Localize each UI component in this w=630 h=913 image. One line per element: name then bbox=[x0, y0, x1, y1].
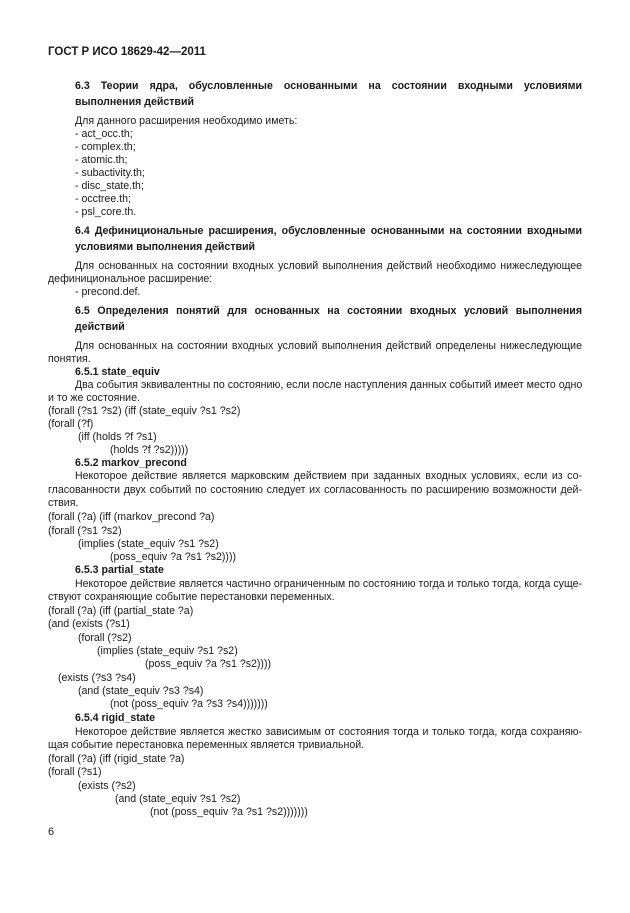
section-6-3-title-line-2: выполнения действий bbox=[75, 96, 194, 108]
code-line: (exists (?s3 ?s4) bbox=[58, 672, 136, 684]
code-line: (holds ?f ?s2))))) bbox=[110, 444, 189, 456]
section-6-5-4-title: 6.5.4 rigid_state bbox=[75, 712, 156, 724]
section-6-5-1-text-line-1: Два события эквивалентны по состоянию, если после наступления данных событий имеет место одно bbox=[75, 379, 583, 391]
list-item: - occtree.th; bbox=[75, 193, 131, 205]
code-line: (and (state_equiv ?s1 ?s2) bbox=[115, 793, 241, 805]
section-6-5-title-line-1: 6.5 Определения понятий для основанных на состоянии входных условий выполнения bbox=[75, 305, 582, 317]
section-6-4-text-line-2: дефинициональное расширение: bbox=[48, 273, 213, 285]
code-line: (forall (?a) (iff (markov_precond ?a) bbox=[48, 511, 215, 523]
list-item: - complex.th; bbox=[75, 141, 136, 153]
section-6-5-text-line-2: понятия. bbox=[48, 353, 91, 365]
code-line: (not (poss_equiv ?a ?s1 ?s2))))))) bbox=[150, 806, 308, 818]
section-6-5-title-line-2: действий bbox=[75, 321, 125, 333]
code-line: (forall (?a) (iff (partial_state ?a) bbox=[48, 605, 194, 617]
code-line: (forall (?s1 ?s2) bbox=[48, 525, 122, 537]
page-header: ГОСТ Р ИСО 18629-42—2011 bbox=[48, 46, 206, 58]
page-number: 6 bbox=[48, 826, 55, 838]
section-6-5-1-title: 6.5.1 state_equiv bbox=[75, 366, 160, 378]
section-6-5-3-text-line-1: Некоторое действие является частично ограниченным по состоянию тогда и только тогда, когда суще- bbox=[75, 578, 582, 590]
section-6-5-2-title: 6.5.2 markov_precond bbox=[75, 457, 187, 469]
code-line: (not (poss_equiv ?a ?s3 ?s4))))))) bbox=[110, 698, 268, 710]
section-6-5-1-text-line-2: и то же состояние. bbox=[48, 392, 140, 404]
code-line: (implies (state_equiv ?s1 ?s2) bbox=[78, 538, 219, 550]
section-6-4-text-line-1: Для основанных на состоянии входных условий выполнения действий необходимо нижеследующее bbox=[75, 260, 582, 272]
section-6-5-2-text-line-2: гласованности двух событий по состоянию следует их согласованность по расширению возможности дей- bbox=[48, 484, 582, 496]
section-6-4-title-line-1: 6.4 Дефинициональные расширения, обусловленные основанными на состоянии входными bbox=[75, 225, 582, 237]
list-item: - act_occ.th; bbox=[75, 128, 133, 140]
code-line: (exists (?s2) bbox=[78, 780, 136, 792]
section-6-5-2-text-line-1: Некоторое действие является марковским действием при заданных входных условиях, если из со- bbox=[75, 470, 582, 482]
code-line: (forall (?f) bbox=[48, 418, 94, 430]
code-line: (forall (?s2) bbox=[78, 632, 132, 644]
section-6-5-2-text-line-3: ствия. bbox=[48, 497, 79, 509]
section-6-4-title-line-2: условиями выполнения действий bbox=[75, 241, 256, 253]
code-line: (poss_equiv ?a ?s1 ?s2)))) bbox=[145, 658, 272, 670]
code-line: (forall (?s1 ?s2) (iff (state_equiv ?s1 ?s2) bbox=[48, 405, 241, 417]
code-line: (forall (?a) (iff (rigid_state ?a) bbox=[48, 753, 185, 765]
section-6-3-title-line-1: 6.3 Теории ядра, обусловленные основанными на состоянии входными условиями bbox=[75, 80, 582, 92]
code-line: (forall (?s1) bbox=[48, 766, 102, 778]
list-item: - disc_state.th; bbox=[75, 180, 144, 192]
section-6-5-4-text-line-2: щая событие перестановка переменных является тривиальной. bbox=[48, 739, 365, 751]
list-item: - psl_core.th. bbox=[75, 206, 137, 218]
code-line: (iff (holds ?f ?s1) bbox=[78, 431, 157, 443]
section-6-5-text-line-1: Для основанных на состоянии входных условий выполнения действий определены нижеследующие bbox=[75, 340, 582, 352]
code-line: (implies (state_equiv ?s1 ?s2) bbox=[97, 645, 238, 657]
list-item: - subactivity.th; bbox=[75, 167, 145, 179]
code-line: (and (exists (?s1) bbox=[48, 618, 130, 630]
section-6-5-4-text-line-1: Некоторое действие является жестко зависимым от состояния тогда и только тогда, когда сохраняю- bbox=[75, 726, 582, 738]
code-line: (poss_equiv ?a ?s1 ?s2)))) bbox=[110, 551, 237, 563]
list-item: - precond.def. bbox=[75, 286, 141, 298]
section-6-3-intro: Для данного расширения необходимо иметь: bbox=[75, 115, 298, 127]
code-line: (and (state_equiv ?s3 ?s4) bbox=[78, 685, 204, 697]
section-6-5-3-title: 6.5.3 partial_state bbox=[75, 564, 164, 576]
list-item: - atomic.th; bbox=[75, 154, 128, 166]
section-6-5-3-text-line-2: ствуют сохраняющие событие перестановки переменных. bbox=[48, 591, 335, 603]
